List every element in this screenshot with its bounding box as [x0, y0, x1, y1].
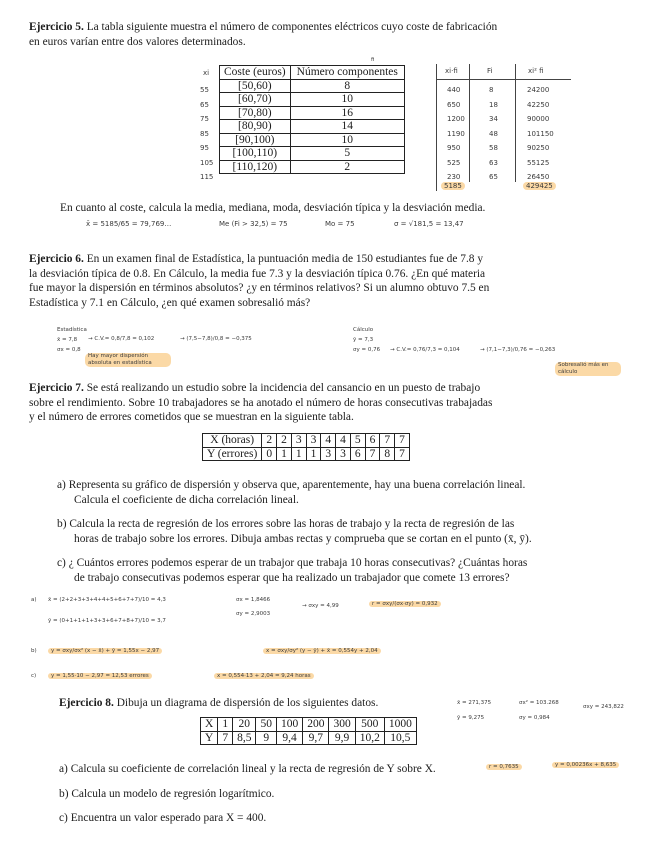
ex5-title: Ejercicio 5. [29, 21, 84, 33]
hand-xifi-header: xi·fi [445, 67, 458, 75]
ex5-coste: [60,70) [220, 93, 291, 107]
hand-ex8-reg: y = 0,00236x + 8,635 [552, 762, 619, 768]
hand-ex7-a-label: a) [31, 597, 37, 603]
ex8-intro: Dibuja un diagrama de dispersión de los siguientes datos. [116, 697, 379, 709]
ex8-title: Ejercicio 8. [59, 697, 114, 709]
ex7-c-line-2: de trabajo consecutivas podemos esperar que ha realizado un trabajador que comete 13 errores? [74, 571, 510, 584]
hand-xifi: 525 [447, 158, 461, 167]
hand-extra-table [436, 64, 571, 191]
ex8-x: 50 [256, 718, 277, 732]
hand-cal-z: → (7,1−7,3)/0,76 = −0,263 [480, 347, 556, 353]
hand-xi: 105 [200, 158, 214, 167]
hand-sum-x2fi: 429425 [523, 182, 556, 190]
ex7-table [202, 433, 410, 461]
hand-ex7-reg-xy: x = σxy/σy² (y − ȳ) + x̄ = 0,554y + 2,04 [263, 648, 381, 654]
ex5-coste: [50,60) [220, 79, 291, 93]
ex5-num: 2 [290, 160, 404, 174]
hand-Fi: 48 [489, 129, 498, 138]
hand-ex7-sxy: → σxy = 4,99 [302, 603, 339, 609]
ex8-y: 9,9 [329, 731, 355, 745]
ex7-x: 4 [336, 434, 351, 448]
hand-est-z: → (7,5−7,8)/0,8 = −0,375 [180, 336, 252, 342]
ex7-line-3: y el número de errores cometidos que se muestran en la siguiente tabla. [29, 411, 354, 423]
hand-ex7-reg-yx: y = σxy/σx² (x − x̄) + ȳ = 1,55x − 2,97 [48, 648, 162, 654]
hand-cal-title: Cálculo [353, 327, 374, 333]
ex7-y: 0 [262, 447, 277, 461]
hand-Fi: 34 [489, 115, 498, 123]
hand-est-sd: σx = 0,8 [57, 347, 81, 353]
hand-ex6-estadistica [57, 325, 87, 355]
ex8-x: 100 [276, 718, 302, 732]
ex8-row-y-label: Y [201, 731, 218, 745]
hand-x2fi-column [527, 83, 554, 185]
ex8-x: 200 [303, 718, 329, 732]
hand-xifi: 230 [447, 173, 461, 181]
ex5-table [219, 65, 405, 174]
hand-cal-mean: ȳ = 7,3 [353, 337, 374, 343]
ex8-x: 500 [355, 718, 384, 732]
ex7-b-line-1: b) Calcula la recta de regresión de los errores sobre las horas de trabajo y la recta de regresión de las [57, 518, 515, 530]
hand-xi-column [200, 83, 213, 185]
ex5-num: 8 [290, 79, 404, 93]
hand-x2fi: 26450 [527, 173, 550, 181]
hand-x2fi: 101150 [527, 129, 554, 138]
hand-ex6-calculo [353, 325, 380, 355]
ex5-coste: [100,110) [220, 147, 291, 161]
ex8-y: 9,4 [276, 731, 302, 745]
hand-ex5-mode: Mo = 75 [325, 220, 355, 228]
hand-fi-top: fi [371, 57, 375, 63]
hand-ex8-sxy: σxy = 243,822 [583, 704, 624, 710]
hand-xifi-column [447, 83, 465, 185]
hand-xifi: 440 [447, 86, 461, 94]
hand-xi: 85 [200, 129, 209, 138]
hand-Fi: 63 [489, 158, 498, 167]
ex7-y: 3 [336, 447, 351, 461]
ex7-row-y-label: Y (errores) [203, 447, 262, 461]
ex5-coste: [90,100) [220, 133, 291, 147]
ex7-y: 7 [395, 447, 410, 461]
ex6-statement [29, 252, 641, 310]
hand-xi: 115 [200, 173, 214, 181]
hand-ex7-b-label: b) [31, 648, 37, 654]
ex7-line-1: Se está realizando un estudio sobre la incidencia del cansancio en un puesto de trabajo [86, 382, 481, 394]
hand-x2fi: 55125 [527, 158, 550, 167]
ex7-b-line-2: horas de trabajo sobre los errores. Dibuja ambas rectas y comprueba que se cortan en el punto (x̄, ȳ). [74, 532, 532, 545]
hand-ex7-c2: x = 0,554·13 + 2,04 = 9,24 horas [214, 673, 314, 679]
hand-ex5-median: Me (Fi > 32,5) = 75 [219, 220, 288, 228]
ex6-title: Ejercicio 6. [29, 253, 84, 265]
ex8-y: 8,5 [233, 731, 256, 745]
ex7-item-a [57, 478, 647, 507]
ex8-row-x-label: X [201, 718, 218, 732]
ex7-x: 3 [291, 434, 306, 448]
hand-xi: 55 [200, 86, 209, 94]
hand-ex7-xbar: x̄ = (2+2+3+3+4+4+5+6+7+7)/10 = 4,3 [48, 597, 166, 603]
ex5-num: 14 [290, 120, 404, 134]
ex8-item-c: c) Encuentra un valor esperado para X = 400. [59, 812, 267, 824]
hand-x2fi: 90000 [527, 115, 550, 123]
hand-cal-sd: σy = 0,76 [353, 347, 381, 353]
ex7-row-x-label: X (horas) [203, 434, 262, 448]
ex5-intro-1: La tabla siguiente muestra el número de componentes eléctricos cuyo coste de fabricación [86, 21, 498, 33]
ex5-num: 10 [290, 133, 404, 147]
ex8-y: 9 [256, 731, 277, 745]
ex7-y: 1 [277, 447, 292, 461]
ex7-a-line-2: Calcula el coeficiente de dicha correlación lineal. [74, 493, 299, 506]
ex7-y: 7 [365, 447, 380, 461]
ex8-statement [59, 696, 378, 711]
hand-ex5-sd: σ = √181,5 = 13,47 [394, 220, 464, 228]
hand-ex8-sy: σy = 0,984 [519, 715, 550, 721]
ex6-line-4: Estadística y 7.1 en Cálculo, ¿en qué examen sobresalió más? [29, 296, 311, 309]
ex7-line-2: sobre el rendimiento. Sobre 10 trabajadores se ha anotado el número de horas consecutivas trabajadas [29, 396, 493, 409]
ex7-x: 7 [395, 434, 410, 448]
hand-Fi: 8 [489, 86, 494, 94]
ex7-c-line-1: c) ¿ Cuántos errores podemos esperar de un trabajor que trabaja 10 horas consecutivas? ¿Cuántas horas [57, 557, 528, 569]
ex8-y: 9,7 [303, 731, 329, 745]
ex8-y: 7 [218, 731, 233, 745]
hand-x2fi: 42250 [527, 100, 550, 109]
hand-xi: 75 [200, 115, 209, 123]
hand-sum-xifi: 5185 [441, 182, 465, 190]
ex5-num: 16 [290, 106, 404, 120]
ex7-x: 2 [277, 434, 292, 448]
hand-est-note: Hay mayor dispersión absoluta en estadística [85, 353, 171, 367]
hand-cal-cv: → C.V.= 0,76/7,3 = 0,104 [390, 347, 460, 353]
ex7-item-b [57, 517, 647, 546]
ex7-y: 8 [380, 447, 395, 461]
hand-cal-note: Sobresalió más en cálculo [555, 362, 621, 376]
hand-xifi: 950 [447, 144, 461, 152]
ex7-y: 1 [306, 447, 321, 461]
ex7-a-line-1: a) Representa su gráfico de dispersión y observa que, aparentemente, hay una buena correlación lineal. [57, 479, 526, 491]
ex7-x: 2 [262, 434, 277, 448]
hand-x2fi: 24200 [527, 86, 550, 94]
ex7-x: 4 [321, 434, 336, 448]
ex7-x: 6 [365, 434, 380, 448]
ex5-question: En cuanto al coste, calcula la media, mediana, moda, desviación típica y la desviación media. [60, 202, 486, 214]
ex5-coste: [70,80) [220, 106, 291, 120]
hand-ex8-xbar: x̄ = 271,375 [457, 700, 492, 706]
ex5-num: 5 [290, 147, 404, 161]
ex8-y: 10,2 [355, 731, 384, 745]
hand-ex5-mean: x̄ = 5185/65 = 79,769… [86, 220, 172, 228]
ex5-num: 10 [290, 93, 404, 107]
ex8-item-a: a) Calcula su coeficiente de correlación lineal y la recta de regresión de Y sobre X. [59, 763, 436, 775]
hand-ex7-c1: y = 1,55·10 − 2,97 = 12,53 errores [48, 673, 152, 679]
ex5-statement [29, 20, 639, 49]
hand-est-cv: → C.V.= 0,8/7,8 = 0,102 [88, 336, 155, 342]
hand-xifi: 650 [447, 100, 461, 109]
hand-est-title: Estadística [57, 327, 87, 333]
ex6-line-2: la desviación típica de 0.8. En Cálculo, la media fue 7.3 y la desviación típica 0.76. ¿En qué materia [29, 267, 486, 280]
hand-xi2fi-header: xi² fi [528, 67, 544, 75]
hand-ex7-sx: σx = 1,8466 [236, 597, 271, 603]
ex7-x: 3 [306, 434, 321, 448]
ex5-coste: [80,90) [220, 120, 291, 134]
hand-Fi-header: Fi [487, 67, 493, 75]
ex8-x: 300 [329, 718, 355, 732]
ex5-col-num: Número componentes [290, 66, 404, 80]
ex5-col-coste: Coste (euros) [220, 66, 291, 80]
hand-Fi: 65 [489, 173, 498, 181]
ex8-x: 1 [218, 718, 233, 732]
hand-x2fi: 90250 [527, 144, 550, 152]
ex7-y: 3 [321, 447, 336, 461]
ex7-y: 6 [350, 447, 365, 461]
hand-Fi-column [489, 83, 498, 185]
ex7-statement [29, 381, 641, 425]
hand-xi: 95 [200, 144, 209, 152]
hand-ex7-c-label: c) [31, 673, 37, 679]
ex5-coste: [110,120) [220, 160, 291, 174]
hand-xi-header: xi [203, 69, 210, 77]
ex8-item-b: b) Calcula un modelo de regresión logarítmico. [59, 788, 275, 800]
hand-ex8-sx2: σx² = 103.268 [519, 700, 559, 706]
ex6-line-1: En un examen final de Estadística, la puntuación media de 150 estudiantes fue de 7.8 y [86, 253, 484, 265]
hand-ex8-r: r = 0,7635 [486, 764, 522, 770]
hand-Fi: 58 [489, 144, 498, 152]
ex5-intro-2: en euros varían entre dos valores determinados. [29, 35, 246, 48]
ex8-x: 1000 [384, 718, 416, 732]
ex8-x: 20 [233, 718, 256, 732]
hand-ex7-ybar: ȳ = (0+1+1+1+3+3+6+7+8+7)/10 = 3,7 [48, 618, 166, 624]
ex7-item-c [57, 556, 647, 585]
ex7-y: 1 [291, 447, 306, 461]
hand-est-mean: x̄ = 7,8 [57, 337, 78, 343]
hand-xifi: 1200 [447, 115, 465, 123]
ex8-table [200, 717, 417, 745]
hand-ex8-ybar: ȳ = 9,275 [457, 715, 485, 721]
ex7-title: Ejercicio 7. [29, 382, 84, 394]
hand-xi: 65 [200, 100, 209, 109]
ex6-line-3: fue mayor la dispersión en términos absolutos? ¿y en términos relativos? Si un alumno obtuvo 7.5 en [29, 282, 490, 294]
hand-ex7-sy: σy = 2,9003 [236, 611, 271, 617]
hand-Fi: 18 [489, 100, 498, 109]
ex8-y: 10,5 [384, 731, 416, 745]
ex7-x: 7 [380, 434, 395, 448]
hand-xifi: 1190 [447, 129, 465, 138]
hand-ex7-r: r = σxy/(σx·σy) = 0,932 [369, 601, 441, 607]
ex7-x: 5 [350, 434, 365, 448]
